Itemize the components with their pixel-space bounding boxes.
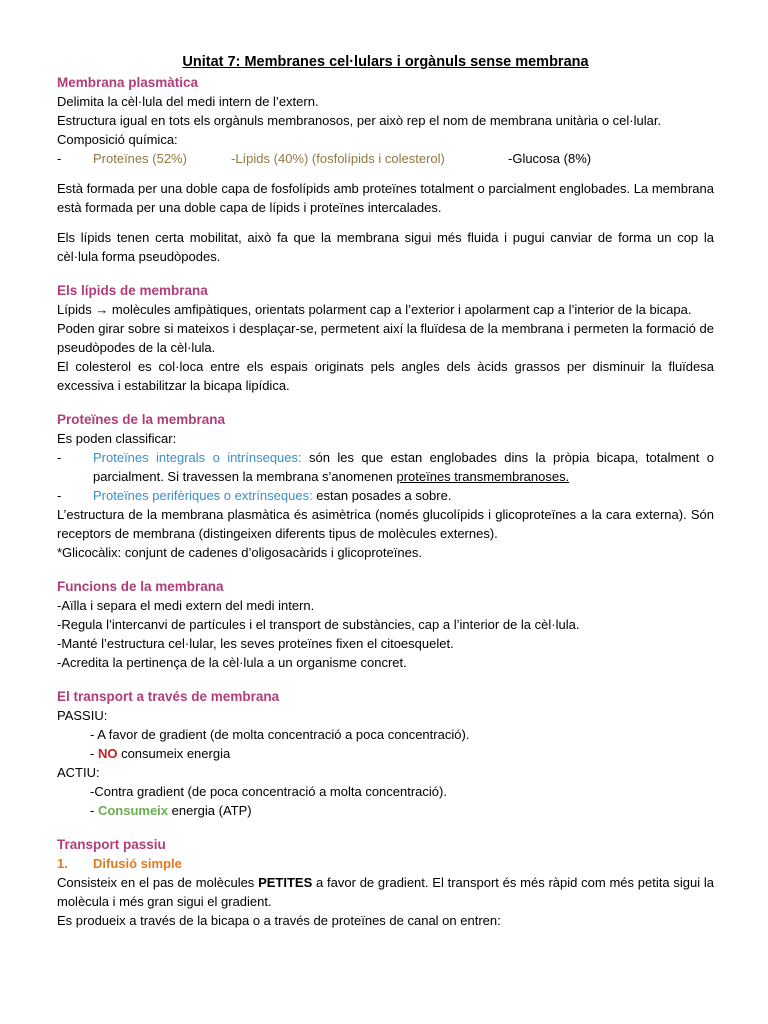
- bullet-dash: -: [57, 488, 62, 503]
- paragraph-text: a favor de gradient. El transport és més ràpid com més petita sigui la molècula i més gran sigui el gradient.: [57, 875, 714, 909]
- list-item: [57, 448, 714, 486]
- list-number: 1.: [57, 856, 68, 871]
- composition-glucose: -Glucosa (8%): [508, 151, 592, 166]
- document-page: [57, 52, 714, 930]
- text-line: Delimita la cèl·lula del medi intern de l’extern.: [57, 94, 319, 109]
- term-peripheral-proteins: Proteïnes perifèriques o extrínseques:: [93, 488, 313, 503]
- list-item: -Manté l’estructura cel·lular, les seves proteïnes fixen el citoesquelet.: [57, 636, 454, 651]
- list-item-body: energia (ATP): [168, 803, 252, 818]
- text-line: Es produeix a través de la bicapa o a través de proteïnes de canal on entren:: [57, 913, 501, 928]
- text-line: *Glicocàlix: conjunt de cadenes d’oligosacàrids i glicoproteïnes.: [57, 545, 422, 560]
- label-passiu: PASSIU:: [57, 708, 108, 723]
- highlight-consumeix: Consumeix: [97, 803, 169, 818]
- paragraph: Està formada per una doble capa de fosfolípids amb proteïnes totalment o parcialment englobades. La membrana està formada per una doble capa de lípids i proteïnes intercalades.: [57, 181, 714, 215]
- paragraph: Els lípids tenen certa mobilitat, això fa que la membrana sigui més fluida i pugui canviar de forma un cop la cèl·lula forma pseudòpodes.: [57, 230, 714, 264]
- subheading-difusio-simple: Difusió simple: [93, 856, 182, 871]
- paragraph: [57, 873, 714, 911]
- paragraph-text: Consisteix en el pas de molècules: [57, 875, 259, 890]
- list-item-text: [93, 448, 714, 486]
- list-item: -Acredita la pertinença de la cèl·lula a un organisme concret.: [57, 655, 407, 670]
- heading-funcions-membrana: Funcions de la membrana: [57, 579, 224, 594]
- heading-transport-passiu: Transport passiu: [57, 837, 166, 852]
- list-item: [57, 744, 714, 763]
- list-item: [57, 801, 714, 820]
- list-item: -Aïlla i separa el medi extern del medi intern.: [57, 598, 315, 613]
- emphasis-petites: PETITES: [258, 875, 313, 890]
- list-item-text: [93, 486, 714, 505]
- list-item: - A favor de gradient (de molta concentració a poca concentració).: [90, 727, 470, 742]
- paragraph: L’estructura de la membrana plasmàtica és asimètrica (només glucolípids i glicoproteïnes a la cara externa). Són receptors de membrana (distingeixen diferents tipus de molècules externes).: [57, 507, 714, 541]
- bullet-dash: -: [57, 151, 62, 166]
- list-item-body: consumeix energia: [117, 746, 231, 761]
- composition-proteins: Proteïnes (52%): [93, 151, 187, 166]
- heading-membrana-plasmatica: Membrana plasmàtica: [57, 75, 199, 90]
- heading-lipids-membrana: Els lípids de membrana: [57, 283, 208, 298]
- list-item-body: són les que estan englobades dins la pròpia bicapa, totalment o parcialment. Si travessen la membrana s’anomenen: [93, 450, 715, 484]
- text-line: Es poden classificar:: [57, 431, 177, 446]
- composition-lipids: -Lípids (40%) (fosfolípids i colesterol): [231, 151, 445, 166]
- document-title: Unitat 7: Membranes cel·lulars i orgànuls sense membrana: [182, 54, 589, 70]
- list-item: [57, 486, 714, 505]
- term-integral-proteins: Proteïnes integrals o intrínseques:: [93, 450, 302, 465]
- highlight-no: NO: [97, 746, 118, 761]
- bullet-dash: -: [90, 746, 98, 761]
- bullet-dash: -: [90, 803, 98, 818]
- composition-row: [57, 149, 714, 168]
- list-item: -Regula l’intercanvi de partícules i el transport de substàncies, cap a l’interior de la cèl·lula.: [57, 617, 580, 632]
- text-line: Composició química:: [57, 132, 178, 147]
- bullet-dash: -: [57, 450, 62, 465]
- numbered-subheading: [57, 854, 714, 873]
- term-transmembrane: proteïnes transmembranoses.: [396, 469, 570, 484]
- heading-proteines-membrana: Proteïnes de la membrana: [57, 412, 226, 427]
- paragraph: El colesterol es col·loca entre els espais originats pels angles dels àcids grassos per disminuir la fluïdesa excessiva i estabilitzar la bicapa lipídica.: [57, 359, 714, 393]
- text-line: Lípids → molècules amfipàtiques, orientats polarment cap a l’exterior i apolarment cap a l’interior de la bicapa.: [57, 302, 692, 317]
- heading-transport-membrana: El transport a través de membrana: [57, 689, 280, 704]
- label-actiu: ACTIU:: [57, 765, 100, 780]
- paragraph: Poden girar sobre si mateixos i desplaçar-se, permetent així la fluïdesa de la membrana i permeten la formació de pseudòpodes de la cèl·lula.: [57, 321, 714, 355]
- list-item: -Contra gradient (de poca concentració a molta concentració).: [90, 784, 447, 799]
- text-line: Estructura igual en tots els orgànuls membranosos, per això rep el nom de membrana unitària o cel·lular.: [57, 113, 662, 128]
- list-item-body: estan posades a sobre.: [312, 488, 452, 503]
